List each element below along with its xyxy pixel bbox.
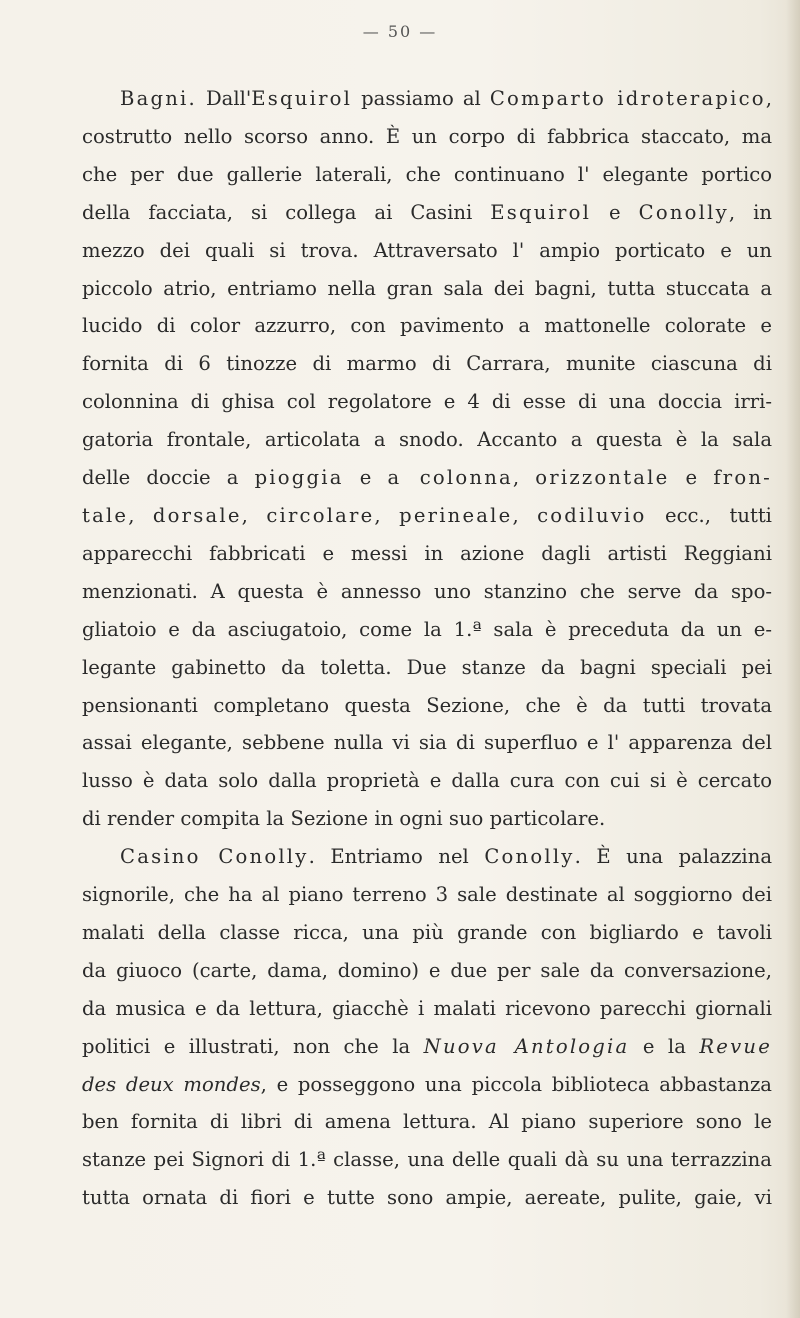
paragraph-1-line-7: lucido di color azzurro, con pavimento a mattonelle colorate e bbox=[82, 314, 772, 338]
term-pioggia: pioggia bbox=[254, 466, 344, 490]
paragraph-2-line-6: politici e illustrati, non che la Nuova Antologia e la Revue bbox=[82, 1034, 772, 1058]
page-number: — 50 — bbox=[362, 22, 438, 41]
paragraph-1-line-14: menzionati. A questa è annesso uno stanzino che serve da spo- bbox=[82, 579, 772, 603]
paragraph-1-line-16: legante gabinetto da toletta. Due stanze da bagni speciali pei bbox=[82, 655, 772, 679]
paragraph-1-line-1: Bagni. Dall'Esquirol passiamo al Comparto idroterapico, bbox=[120, 87, 772, 110]
paragraph-1-line-15: gliatoio e da asciugatoio, come la 1.ª sala è preceduta da un e- bbox=[82, 617, 772, 641]
section-heading-bagni: Bagni. bbox=[120, 87, 197, 110]
paragraph-1-line-20: di render compita la Sezione in ogni suo particolare. bbox=[82, 807, 606, 831]
paragraph-1-line-4: della facciata, si collega ai Casini Esquirol e Conolly, in bbox=[82, 200, 772, 224]
paragraph-1-line-5: mezzo dei quali si trova. Attraversato l' ampio porticato e un bbox=[82, 238, 772, 262]
page-edge-shadow bbox=[786, 0, 800, 1318]
paragraph-2-line-10: tutta ornata di fiori e tutte sono ampie, aereate, pulite, gaie, vi bbox=[82, 1186, 772, 1210]
paragraph-1-line-17: pensionanti completano questa Sezione, che è da tutti trovata bbox=[82, 693, 772, 717]
paragraph-1-line-11: delle doccie a pioggia e a colonna, orizzontale e fron- bbox=[82, 466, 772, 490]
paragraph-1-line-18: assai elegante, sebbene nulla vi sia di superfluo e l' apparenza del bbox=[82, 731, 772, 755]
name-esquirol: Esquirol bbox=[490, 200, 592, 224]
term-comparto-idroterapico: Comparto idroterapico bbox=[489, 87, 766, 110]
body-text bbox=[82, 80, 772, 1217]
title-revue: Revue bbox=[699, 1034, 772, 1058]
term-orizzontale: orizzontale bbox=[535, 466, 670, 490]
paragraph-1-line-6: piccolo atrio, entriamo nella gran sala dei bagni, tutta stuccata a bbox=[82, 276, 772, 300]
paragraph-1-line-8: fornita di 6 tinozze di marmo di Carrara, munite ciascuna di bbox=[82, 352, 772, 376]
paragraph-2-line-5: da musica e da lettura, giacchè i malati ricevono parecchi giornali bbox=[82, 996, 772, 1020]
term-perineale: perineale bbox=[399, 503, 513, 527]
paragraph-1-line-13: apparecchi fabbricati e messi in azione dagli artisti Reggiani bbox=[82, 541, 772, 565]
paragraph-1-line-10: gatoria frontale, articolata a snodo. Accanto a questa è la sala bbox=[82, 428, 772, 452]
paragraph-1-line-9: colonnina di ghisa col regolatore e 4 di esse di una doccia irri- bbox=[82, 390, 772, 414]
term-codiluvio: codiluvio bbox=[537, 503, 647, 527]
paragraph-2-line-9: stanze pei Signori di 1.ª classe, una delle quali dà su una terrazzina bbox=[82, 1148, 772, 1172]
title-nuova-antologia: Nuova Antologia bbox=[423, 1034, 630, 1058]
title-des-deux-mondes: des deux mondes bbox=[82, 1072, 261, 1096]
paragraph-1-line-19: lusso è data solo dalla proprietà e dalla cura con cui si è cercato bbox=[82, 769, 772, 793]
term-frontale: tale bbox=[82, 503, 129, 527]
term-a-colonna: a colonna bbox=[387, 466, 513, 490]
paragraph-1-line-3: che per due gallerie laterali, che continuano l' elegante portico bbox=[82, 162, 772, 186]
paragraph-1-line-2: costrutto nello scorso anno. È un corpo di fabbrica staccato, ma bbox=[82, 124, 772, 148]
term-circolare: circolare bbox=[266, 503, 375, 527]
paragraph-2-line-4: da giuoco (carte, dama, domino) e due per sale da conversazione, bbox=[82, 958, 772, 982]
name-conolly: Conolly bbox=[484, 845, 575, 869]
paragraph-2-line-3: malati della classe ricca, una più grande con bigliardo e tavoli bbox=[82, 920, 772, 944]
term-fron: fron- bbox=[713, 466, 772, 490]
paragraph-1-line-12: tale, dorsale, circolare, perineale, codiluvio ecc., tutti bbox=[82, 503, 772, 527]
paragraph-2-line-2: signorile, che ha al piano terreno 3 sale destinate al soggiorno dei bbox=[82, 883, 772, 907]
section-heading-casino-conolly: Casino Conolly bbox=[120, 845, 309, 869]
paragraph-2-line-7: des deux mondes, e posseggono una piccola biblioteca abbastanza bbox=[82, 1072, 772, 1096]
term-dorsale: dorsale bbox=[152, 503, 242, 527]
name-esquirol: Esquirol bbox=[251, 87, 353, 110]
paragraph-2-line-8: ben fornita di libri di amena lettura. Al piano superiore sono le bbox=[82, 1110, 772, 1134]
paragraph-2-line-1: Casino Conolly. Entriamo nel Conolly. È una palazzina bbox=[120, 845, 772, 869]
name-conolly: Conolly bbox=[638, 200, 729, 224]
